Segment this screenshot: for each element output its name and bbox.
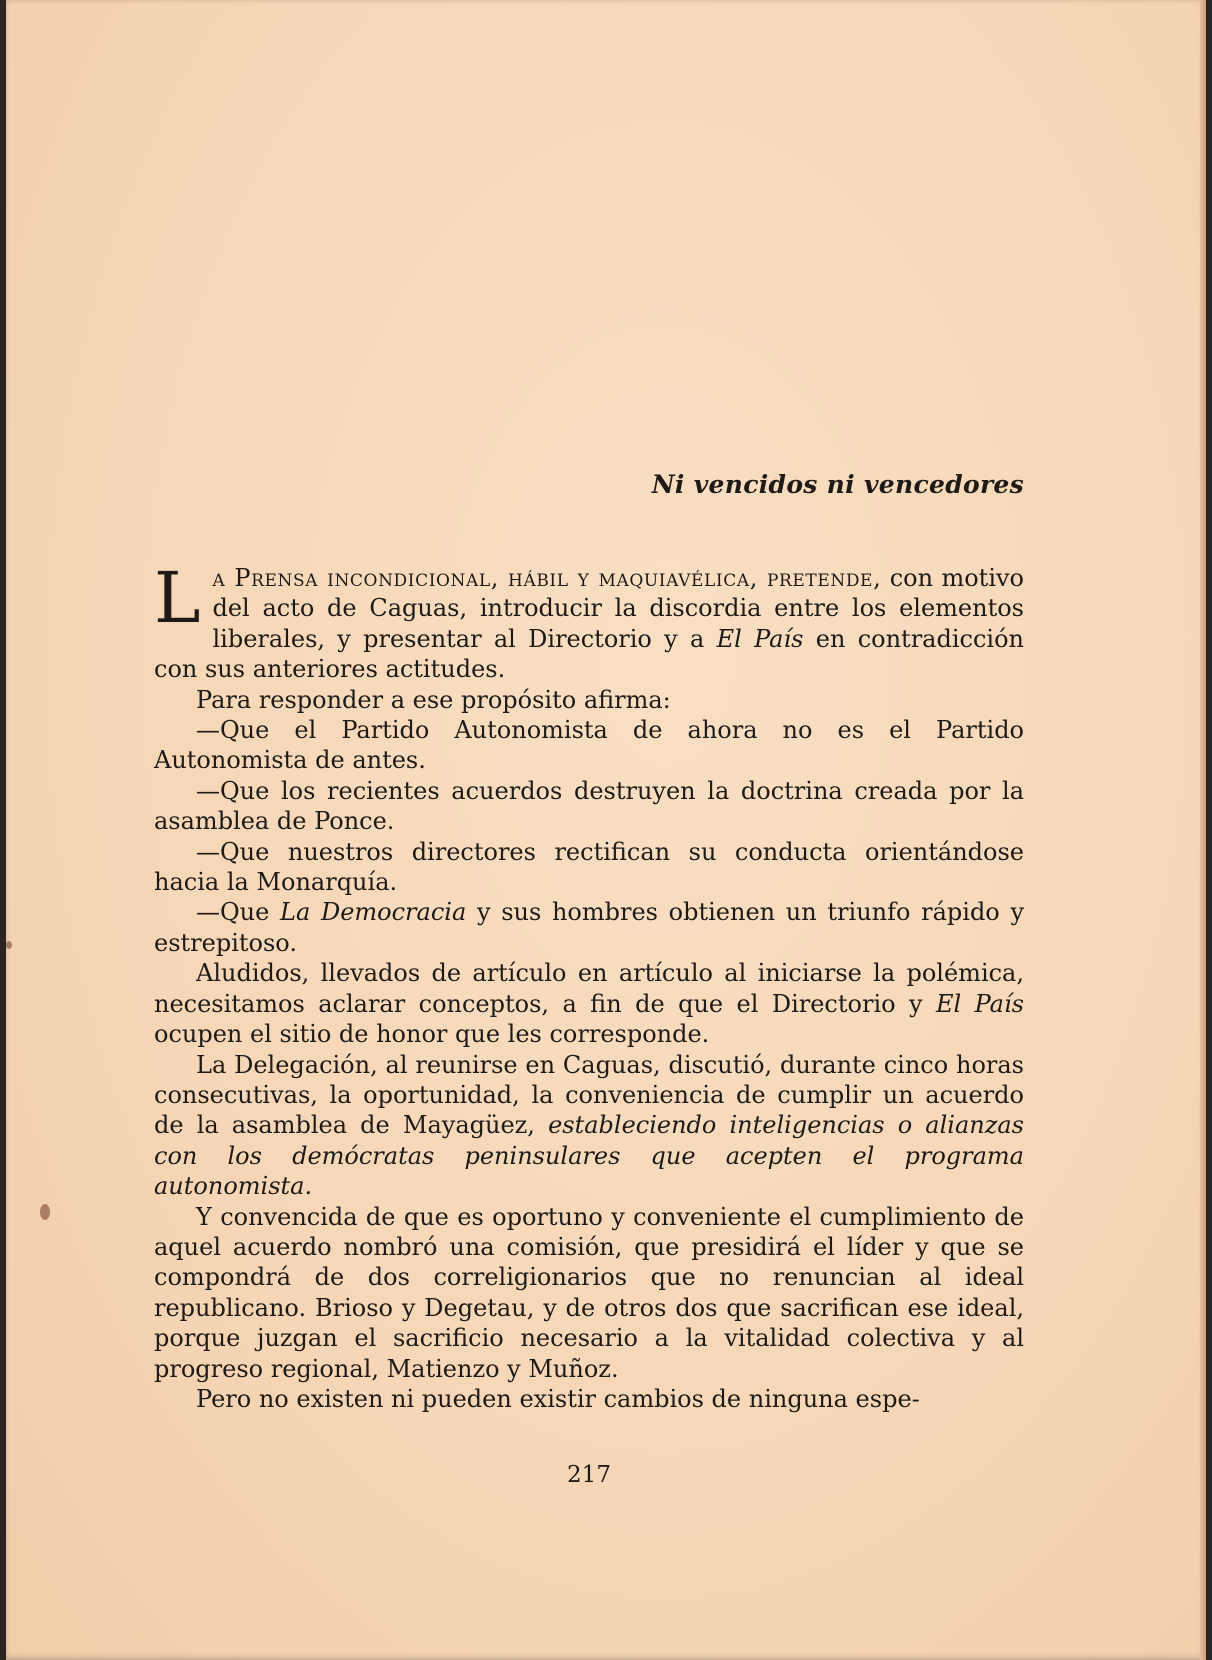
body-text xyxy=(154,557,1025,1414)
book-page xyxy=(6,0,1206,1660)
paper-stain xyxy=(6,941,12,949)
paragraph-9: Y convencida de que es oportuno y conveniente el cumplimiento de aquel acuerdo nombró una comisión, que presidirá el líder y que se compondrá de dos correligionarios que no renuncian al ideal republicano. Brioso y Degetau, y de otros dos que sacrifican ese ideal, porque juzgan el sacrificio necesario a la vitalidad colectiva y al progreso regional, Matienzo y Muñoz. xyxy=(154,1202,1024,1383)
paragraph-1-smallcaps: a Prensa incondicional, hábil y maquiavélica, pretende, xyxy=(212,564,882,592)
paper-stain xyxy=(40,1204,50,1220)
paragraph-2: Para responder a ese propósito afirma: xyxy=(196,685,671,714)
paragraph-5: —Que nuestros directores rectifican su conducta orientándose hacia la Monarquía. xyxy=(154,837,1024,897)
paragraph-6-text-2: y sus hombres obtienen un triunfo rápido y estrepitoso. xyxy=(154,898,1024,957)
paragraph-6-italic: La Democracia xyxy=(280,898,467,927)
paragraph-1-text-2: en contradicción con sus anteriores actitudes. xyxy=(154,624,1024,684)
paragraph-7-text: Aludidos, llevados de artículo en artículo al iniciarse la polémica, necesitamos aclarar conceptos, a fin de que el Directorio y xyxy=(154,959,1024,1018)
paragraph-6 xyxy=(154,897,1024,958)
paragraph-8-italic: estableciendo inteligencias o alianzas con los demócratas peninsulares que acepten el programa autonomista. xyxy=(154,1111,1024,1201)
paragraph-7-text-2: ocupen el sitio de honor que les corresponde. xyxy=(154,1020,710,1049)
paragraph-4: —Que los recientes acuerdos destruyen la doctrina creada por la asamblea de Ponce. xyxy=(154,776,1024,836)
paragraph-6-text: —Que xyxy=(196,898,281,927)
chapter-title: Ni vencidos ni vencedores xyxy=(651,470,1024,499)
paragraph-1-italic: El País xyxy=(716,624,804,653)
page-number: 217 xyxy=(567,1462,611,1488)
page-edge xyxy=(1200,0,1206,1660)
paragraph-8-text: La Delegación, al reunirse en Caguas, discutió, durante cinco horas consecutivas, la oportunidad, la conveniencia de cumplir un acuerdo de la asamblea de Mayagüez, xyxy=(154,1050,1024,1140)
paragraph-7 xyxy=(154,958,1024,1049)
drop-cap: L xyxy=(154,557,201,639)
paragraph-1 xyxy=(154,557,1025,685)
paragraph-7-italic: El País xyxy=(935,989,1024,1018)
paragraph-8 xyxy=(154,1050,1024,1202)
paragraph-10: Pero no existen ni pueden existir cambios de ninguna espe- xyxy=(196,1384,920,1413)
paragraph-1-text: con motivo del acto de Caguas, introducir la discordia entre los elementos liberales, y presentar al Directorio y a xyxy=(212,564,1025,653)
paragraph-3: —Que el Partido Autonomista de ahora no es el Partido Autonomista de antes. xyxy=(154,716,1024,775)
